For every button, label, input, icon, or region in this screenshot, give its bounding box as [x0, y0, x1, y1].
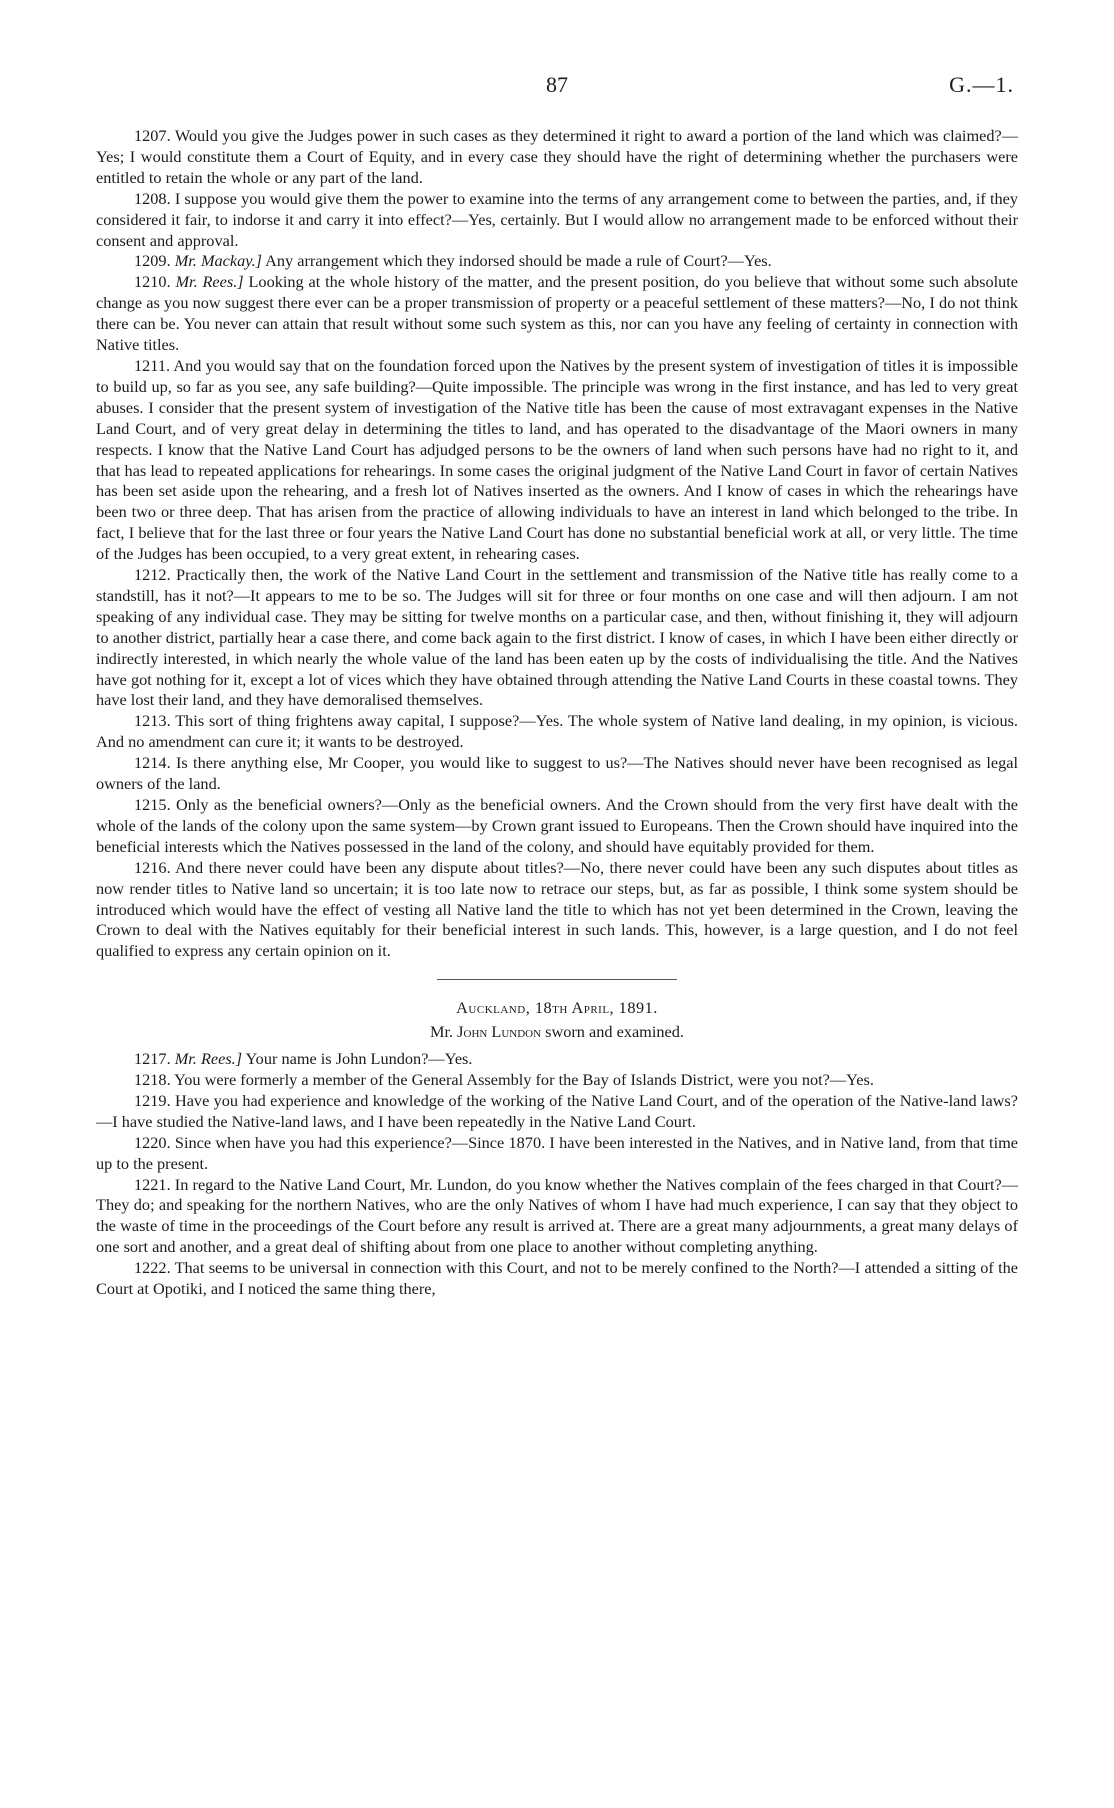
speaker-name: Mr. Rees.]: [174, 1049, 243, 1069]
speaker-name: Mr. Rees.]: [175, 272, 244, 292]
question-number: 1207.: [134, 126, 171, 145]
witness-prefix: Mr.: [430, 1022, 458, 1042]
paragraph-text: Is there anything else, Mr Cooper, you would like to suggest to us?—The Natives should never have been recognised as legal owners of the land.: [96, 753, 1018, 794]
witness-suffix: sworn and examined.: [541, 1022, 684, 1042]
paragraph-text: Only as the beneficial owners?—Only as the beneficial owners. And the Crown should from the very first have dealt with the whole of the lands of the colony upon the same system—by Crown grant issued to Europeans. Then the Crown should have inquired into the beneficial interests which the Natives possessed in the land of the colony, and should have equitably provided for them.: [96, 795, 1018, 856]
paragraph-text: In regard to the Native Land Court, Mr. Lundon, do you know whether the Natives complain of the fees charged in that Court?—They do; and speaking for the northern Natives, who are the only Natives of whom I have had much experience, I can say that they object to the waste of time in the proceedings of the Court before any result is arrived at. There are a great many adjournments, a great many delays of one sort and another, and a great deal of shifting about from one place to another without completing anything.: [96, 1174, 1018, 1257]
paragraph-1208: [96, 189, 1018, 252]
paragraph-text: I suppose you would give them the power to examine into the terms of any arrangement come to between the parties, and, if they considered it fair, to indorse it and carry it into effect?—Yes, certainly. But I would allow no arrangement made to be enforced without their consent and approval.: [96, 188, 1018, 250]
paragraph-text: And there never could have been any dispute about titles?—No, there never could have been any such disputes about titles as now render titles to Native land so uncertain; it is too late now to retrace our steps, but, as far as possible, I think some system should be introduced which would have the effect of vesting all Native land the title to which has not yet been determined in the Crown, leaving the Crown to deal with the Natives equitably for their beneficial interest in such lands. This, however, is a large question, and I do not feel qualified to express any certain opinion on it.: [96, 857, 1018, 961]
question-number: 1213.: [134, 711, 171, 731]
question-number: 1219.: [134, 1090, 171, 1110]
paragraph-1214: [96, 753, 1018, 795]
paragraph-1221: [96, 1175, 1018, 1259]
paragraph-1210: [96, 272, 1018, 356]
paragraph-1216: [96, 858, 1018, 963]
paragraph-text: Since when have you had this experience?—Since 1870. I have been interested in the Natives, and in Native land, from that time up to the present.: [96, 1132, 1018, 1173]
page-reference: G.—1.: [949, 72, 1014, 97]
paragraph-text: Have you had experience and knowledge of the working of the Native Land Court, and of the operation of the Native-land laws?—I have studied the Native-land laws, and I have been repeatedly in the Native Land Court.: [96, 1090, 1018, 1131]
question-number: 1217.: [134, 1049, 171, 1069]
question-number: 1208.: [134, 188, 171, 208]
paragraph-text: This sort of thing frightens away capital, I suppose?—Yes. The whole system of Native land dealing, in my opinion, is vicious. And no amendment can cure it; it wants to be destroyed.: [96, 711, 1018, 752]
paragraph-1222: [96, 1258, 1018, 1300]
section-divider: [437, 979, 677, 980]
paragraph-1217: [96, 1049, 1018, 1070]
paragraph-text: Any arrangement which they indorsed should be made a rule of Court?—Yes.: [261, 251, 772, 271]
paragraph-1213: [96, 711, 1018, 753]
paragraph-text: That seems to be universal in connection with this Court, and not to be merely confined to the North?—I attended a sitting of the Court at Opotiki, and I noticed the same thing there,: [96, 1258, 1018, 1299]
question-number: 1215.: [134, 795, 171, 814]
question-number: 1222.: [134, 1258, 171, 1278]
paragraph-1211: [96, 356, 1018, 565]
page-header: [0, 72, 1114, 102]
paragraph-1219: [96, 1091, 1018, 1133]
page-number: 87: [546, 72, 568, 97]
paragraph-1215: [96, 795, 1018, 858]
question-number: 1211.: [134, 355, 171, 375]
witness-heading: [96, 1022, 1018, 1043]
paragraph-text: Would you give the Judges power in such cases as they determined it right to award a portion of the land which was claimed?—Yes; I would constitute them a Court of Equity, and in every case they should have the right of determining whether the purchasers were entitled to retain the whole or any part of the land.: [96, 126, 1018, 187]
paragraph-text: You were formerly a member of the General Assembly for the Bay of Islands District, were you not?—Yes.: [170, 1069, 874, 1089]
question-number: 1216.: [134, 857, 171, 877]
paragraph-text: Practically then, the work of the Native Land Court in the settlement and transmission of the Native title has really come to a standstill, has it not?—It appears to me to be so. The Judges will sit for three or four months on one case and will then adjourn. I am not speaking of any individual case. They may be sitting for twelve months on a particular case, and then, without finishing it, they will adjourn to another district, partially hear a case there, and come back again to the first district. I know of cases, in which I have been either directly or indirectly interested, in which nearly the whole value of the land has been eaten up by the costs of individualising the title. And the Natives have got nothing for it, except a lot of vices which they have obtained through attending the Native Land Courts in these coastal towns. They have lost their land, and they have demoralised themselves.: [96, 565, 1018, 710]
paragraph-1218: [96, 1070, 1018, 1091]
paragraph-text: Looking at the whole history of the matter, and the present position, do you believe that without some such absolute change as you now suggest there ever can be a proper transmission of property or a peaceful settlement of these matters?—No, I do not think there can be. You never can attain that result without some such system as this, nor can you have any feeling of certainty in connection with Native titles.: [96, 272, 1018, 355]
question-number: 1218.: [134, 1069, 171, 1089]
question-number: 1210.: [134, 272, 171, 292]
question-number: 1209.: [134, 251, 171, 271]
paragraph-1212: [96, 565, 1018, 711]
dateline: Auckland, 18th April, 1891.: [456, 998, 658, 1018]
question-number: 1221.: [134, 1174, 171, 1194]
paragraph-1207: [96, 126, 1018, 189]
speaker-name: Mr. Mackay.]: [174, 251, 262, 271]
paragraph-text: Your name is John Lundon?—Yes.: [242, 1049, 473, 1069]
question-number: 1220.: [134, 1132, 171, 1152]
question-number: 1214.: [134, 753, 171, 773]
witness-name: John Lundon: [457, 1022, 542, 1042]
paragraph-text: And you would say that on the foundation forced upon the Natives by the present system of investigation of titles it is impossible to build up, so far as you see, any safe building?—Quite impossible. The principle was wrong in the first instance, and has led to very great abuses. I consider that the present system of investigation of the Native title has been the cause of most extravagant expenses in the Native Land Court, and of very great delay in determining the titles to land, and has operated to the disadvantage of the Maori owners in many respects. I know that the Native Land Court has adjudged persons to be the owners of land when such persons have had no right to it, and that has lead to repeated applications for rehearings. In some cases the original judgment of the Native Land Court in favor of certain Natives has been set aside upon the rehearing, and a fresh lot of Natives inserted as the owners. And I know of cases in which the rehearings have been two or three deep. That has arisen from the practice of allowing individuals to have an interest in land which belonged to the tribe. In fact, I believe that for the last three or four years the Native Land Court has done no substantial beneficial work at all, or very little. The time of the Judges has been occupied, to a very great extent, in rehearing cases.: [96, 355, 1018, 564]
body-text: [96, 126, 1018, 1300]
question-number: 1212.: [134, 565, 171, 585]
paragraph-1209: [96, 251, 1018, 272]
paragraph-1220: [96, 1133, 1018, 1175]
